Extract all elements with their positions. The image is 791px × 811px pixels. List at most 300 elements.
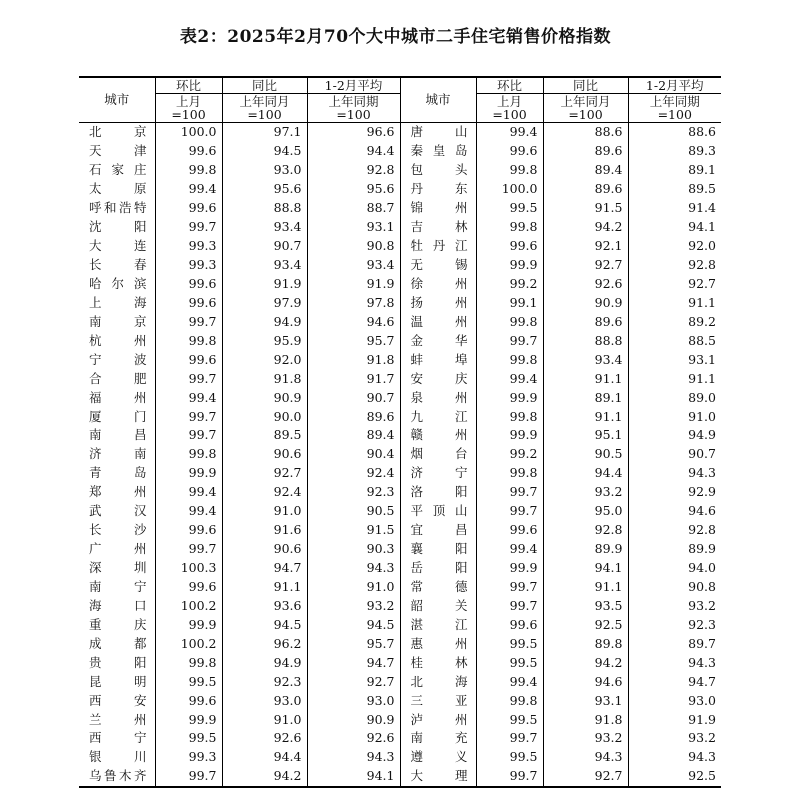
mom-value-cell: 99.6 bbox=[155, 142, 222, 161]
city-name-cell: 太原 bbox=[89, 181, 147, 197]
yoy-value-cell: 89.8 bbox=[543, 634, 628, 653]
mom-value-cell: 99.4 bbox=[155, 502, 222, 521]
table-row bbox=[79, 445, 721, 464]
yoy-value-cell: 90.0 bbox=[222, 407, 307, 426]
ytd-value-cell: 92.3 bbox=[307, 483, 400, 502]
ytd-value-cell: 91.8 bbox=[307, 350, 400, 369]
ytd-header: 1-2月平均 bbox=[628, 77, 721, 94]
ytd-value-cell: 94.9 bbox=[628, 426, 721, 445]
ytd-sub-header: 上年同期 =100 bbox=[307, 94, 400, 123]
mom-value-cell: 99.7 bbox=[476, 767, 543, 787]
city-name-cell: 海口 bbox=[89, 597, 147, 613]
city-name-cell: 上海 bbox=[89, 294, 147, 310]
table-row bbox=[79, 634, 721, 653]
city-name-cell: 兰州 bbox=[89, 711, 147, 727]
yoy-value-cell: 96.2 bbox=[222, 634, 307, 653]
ytd-value-cell: 91.1 bbox=[628, 369, 721, 388]
city-name-cell: 泉州 bbox=[400, 388, 476, 407]
mom-value-cell: 99.7 bbox=[155, 540, 222, 559]
city-name-cell: 无锡 bbox=[400, 256, 476, 275]
table-row bbox=[79, 123, 721, 142]
ytd-value-cell: 90.9 bbox=[307, 710, 400, 729]
ytd-value-cell: 94.6 bbox=[307, 312, 400, 331]
page-title: 表2：2025年2月70个大中城市二手住宅销售价格指数 bbox=[179, 27, 612, 47]
mom-value-cell: 99.6 bbox=[155, 578, 222, 597]
mom-value-cell: 99.7 bbox=[476, 578, 543, 597]
table-row bbox=[79, 748, 721, 767]
yoy-value-cell: 93.1 bbox=[543, 691, 628, 710]
yoy-value-cell: 94.5 bbox=[222, 142, 307, 161]
table-row bbox=[79, 464, 721, 483]
mom-value-cell: 99.6 bbox=[476, 615, 543, 634]
mom-value-cell: 99.5 bbox=[155, 672, 222, 691]
ytd-value-cell: 93.0 bbox=[628, 691, 721, 710]
yoy-value-cell: 91.0 bbox=[222, 502, 307, 521]
mom-value-cell: 99.8 bbox=[476, 312, 543, 331]
yoy-value-cell: 91.9 bbox=[222, 275, 307, 294]
mom-value-cell: 99.8 bbox=[476, 218, 543, 237]
ytd-value-cell: 89.0 bbox=[628, 388, 721, 407]
mom-value-cell: 99.6 bbox=[476, 521, 543, 540]
city-name-cell: 丹东 bbox=[400, 180, 476, 199]
ytd-value-cell: 93.0 bbox=[307, 691, 400, 710]
city-name-cell: 包头 bbox=[400, 161, 476, 180]
mom-value-cell: 99.8 bbox=[476, 161, 543, 180]
yoy-value-cell: 94.2 bbox=[543, 218, 628, 237]
yoy-value-cell: 94.3 bbox=[543, 748, 628, 767]
yoy-value-cell: 94.6 bbox=[543, 672, 628, 691]
city-name-cell: 北海 bbox=[400, 672, 476, 691]
table-row bbox=[79, 407, 721, 426]
ytd-value-cell: 93.4 bbox=[307, 256, 400, 275]
ytd-value-cell: 92.8 bbox=[628, 256, 721, 275]
mom-value-cell: 99.6 bbox=[155, 275, 222, 294]
table-row bbox=[79, 161, 721, 180]
table-row bbox=[79, 483, 721, 502]
city-name-cell: 宁波 bbox=[89, 351, 147, 367]
mom-value-cell: 99.1 bbox=[476, 293, 543, 312]
ytd-value-cell: 94.3 bbox=[307, 748, 400, 767]
ytd-value-cell: 88.7 bbox=[307, 199, 400, 218]
yoy-value-cell: 92.3 bbox=[222, 672, 307, 691]
mom-header: 环比 bbox=[476, 77, 543, 94]
yoy-value-cell: 90.9 bbox=[543, 293, 628, 312]
ytd-value-cell: 91.1 bbox=[628, 293, 721, 312]
ytd-value-cell: 95.7 bbox=[307, 634, 400, 653]
mom-value-cell: 99.4 bbox=[476, 123, 543, 142]
yoy-value-cell: 93.4 bbox=[222, 218, 307, 237]
city-name-cell: 乌鲁木齐 bbox=[79, 767, 155, 787]
ytd-value-cell: 94.3 bbox=[628, 464, 721, 483]
city-name-cell: 长沙 bbox=[89, 522, 147, 538]
table-row bbox=[79, 729, 721, 748]
table-row bbox=[79, 142, 721, 161]
table-row bbox=[79, 199, 721, 218]
ytd-value-cell: 90.5 bbox=[307, 502, 400, 521]
city-name-cell: 深圳 bbox=[89, 560, 147, 576]
mom-value-cell: 99.7 bbox=[476, 331, 543, 350]
ytd-value-cell: 91.5 bbox=[307, 521, 400, 540]
mom-header: 环比 bbox=[155, 77, 222, 94]
city-name-cell: 天津 bbox=[89, 143, 147, 159]
city-name-cell: 南宁 bbox=[89, 578, 147, 594]
yoy-value-cell: 90.6 bbox=[222, 445, 307, 464]
table-row bbox=[79, 426, 721, 445]
mom-value-cell: 100.0 bbox=[155, 123, 222, 142]
ytd-value-cell: 93.2 bbox=[628, 596, 721, 615]
table-row bbox=[79, 596, 721, 615]
yoy-value-cell: 92.7 bbox=[222, 464, 307, 483]
mom-value-cell: 99.5 bbox=[155, 729, 222, 748]
table-row bbox=[79, 331, 721, 350]
table-row bbox=[79, 672, 721, 691]
yoy-value-cell: 95.0 bbox=[543, 502, 628, 521]
city-name-cell: 成都 bbox=[89, 635, 147, 651]
city-name-cell: 安庆 bbox=[400, 369, 476, 388]
table-row bbox=[79, 710, 721, 729]
city-name-cell: 湛江 bbox=[400, 615, 476, 634]
city-name-cell: 常德 bbox=[400, 578, 476, 597]
mom-value-cell: 99.8 bbox=[155, 653, 222, 672]
yoy-value-cell: 88.6 bbox=[543, 123, 628, 142]
ytd-value-cell: 94.3 bbox=[628, 653, 721, 672]
ytd-value-cell: 94.1 bbox=[628, 218, 721, 237]
ytd-value-cell: 92.7 bbox=[628, 275, 721, 294]
city-name-cell: 北京 bbox=[89, 124, 147, 140]
city-name-cell: 岳阳 bbox=[400, 559, 476, 578]
mom-value-cell: 100.2 bbox=[155, 596, 222, 615]
yoy-value-cell: 97.9 bbox=[222, 293, 307, 312]
mom-value-cell: 99.8 bbox=[476, 691, 543, 710]
table-row bbox=[79, 256, 721, 275]
ytd-value-cell: 92.8 bbox=[307, 161, 400, 180]
mom-value-cell: 99.7 bbox=[155, 426, 222, 445]
city-name-cell: 赣州 bbox=[400, 426, 476, 445]
ytd-value-cell: 90.3 bbox=[307, 540, 400, 559]
mom-value-cell: 99.9 bbox=[155, 464, 222, 483]
ytd-value-cell: 91.0 bbox=[628, 407, 721, 426]
yoy-value-cell: 89.9 bbox=[543, 540, 628, 559]
mom-value-cell: 99.6 bbox=[155, 521, 222, 540]
yoy-value-cell: 94.9 bbox=[222, 312, 307, 331]
table-row bbox=[79, 180, 721, 199]
mom-value-cell: 99.8 bbox=[155, 161, 222, 180]
ytd-value-cell: 94.3 bbox=[307, 559, 400, 578]
mom-value-cell: 99.5 bbox=[476, 710, 543, 729]
yoy-value-cell: 93.2 bbox=[543, 729, 628, 748]
ytd-value-cell: 89.2 bbox=[628, 312, 721, 331]
city-name-cell: 昆明 bbox=[89, 673, 147, 689]
yoy-value-cell: 95.1 bbox=[543, 426, 628, 445]
city-name-cell: 遵义 bbox=[400, 748, 476, 767]
yoy-value-cell: 93.0 bbox=[222, 691, 307, 710]
ytd-value-cell: 92.6 bbox=[307, 729, 400, 748]
mom-value-cell: 99.3 bbox=[155, 748, 222, 767]
ytd-value-cell: 92.7 bbox=[307, 672, 400, 691]
yoy-value-cell: 94.7 bbox=[222, 559, 307, 578]
city-name-cell: 唐山 bbox=[400, 123, 476, 142]
city-name-cell: 温州 bbox=[400, 312, 476, 331]
yoy-value-cell: 93.4 bbox=[222, 256, 307, 275]
ytd-value-cell: 92.8 bbox=[628, 521, 721, 540]
table-row bbox=[79, 559, 721, 578]
ytd-value-cell: 89.5 bbox=[628, 180, 721, 199]
mom-value-cell: 99.7 bbox=[476, 502, 543, 521]
city-name-cell: 扬州 bbox=[400, 293, 476, 312]
yoy-value-cell: 88.8 bbox=[222, 199, 307, 218]
mom-value-cell: 100.3 bbox=[155, 559, 222, 578]
yoy-value-cell: 90.5 bbox=[543, 445, 628, 464]
city-name-cell: 杭州 bbox=[89, 332, 147, 348]
mom-value-cell: 99.4 bbox=[476, 369, 543, 388]
city-header: 城市 bbox=[79, 77, 155, 123]
mom-value-cell: 99.8 bbox=[476, 464, 543, 483]
yoy-value-cell: 88.8 bbox=[543, 331, 628, 350]
city-name-cell: 宜昌 bbox=[400, 521, 476, 540]
ytd-value-cell: 93.2 bbox=[307, 596, 400, 615]
city-name-cell: 青岛 bbox=[89, 465, 147, 481]
mom-value-cell: 99.6 bbox=[155, 293, 222, 312]
mom-value-cell: 99.5 bbox=[476, 748, 543, 767]
yoy-value-cell: 92.7 bbox=[543, 256, 628, 275]
mom-value-cell: 99.4 bbox=[155, 483, 222, 502]
ytd-value-cell: 91.4 bbox=[628, 199, 721, 218]
yoy-value-cell: 89.1 bbox=[543, 388, 628, 407]
ytd-value-cell: 92.9 bbox=[628, 483, 721, 502]
ytd-value-cell: 90.4 bbox=[307, 445, 400, 464]
ytd-value-cell: 90.7 bbox=[628, 445, 721, 464]
table-row bbox=[79, 350, 721, 369]
ytd-value-cell: 90.8 bbox=[307, 237, 400, 256]
ytd-value-cell: 94.3 bbox=[628, 748, 721, 767]
yoy-value-cell: 92.7 bbox=[543, 767, 628, 787]
ytd-value-cell: 89.3 bbox=[628, 142, 721, 161]
mom-value-cell: 99.3 bbox=[155, 256, 222, 275]
yoy-value-cell: 91.0 bbox=[222, 710, 307, 729]
city-name-cell: 洛阳 bbox=[400, 483, 476, 502]
city-name-cell: 三亚 bbox=[400, 691, 476, 710]
mom-value-cell: 99.4 bbox=[155, 388, 222, 407]
mom-value-cell: 99.6 bbox=[155, 199, 222, 218]
city-name-cell: 合肥 bbox=[89, 370, 147, 386]
yoy-value-cell: 92.5 bbox=[543, 615, 628, 634]
city-name-cell: 广州 bbox=[89, 541, 147, 557]
yoy-value-cell: 94.9 bbox=[222, 653, 307, 672]
yoy-value-cell: 94.2 bbox=[222, 767, 307, 787]
mom-value-cell: 100.0 bbox=[476, 180, 543, 199]
ytd-value-cell: 94.6 bbox=[628, 502, 721, 521]
city-name-cell: 吉林 bbox=[400, 218, 476, 237]
ytd-value-cell: 94.7 bbox=[628, 672, 721, 691]
table-row bbox=[79, 293, 721, 312]
city-name-cell: 济南 bbox=[89, 446, 147, 462]
city-name-cell: 桂林 bbox=[400, 653, 476, 672]
mom-value-cell: 99.6 bbox=[155, 691, 222, 710]
yoy-value-cell: 93.2 bbox=[543, 483, 628, 502]
mom-value-cell: 99.9 bbox=[155, 615, 222, 634]
ytd-value-cell: 91.9 bbox=[307, 275, 400, 294]
ytd-value-cell: 88.5 bbox=[628, 331, 721, 350]
mom-sub-header: 上月 =100 bbox=[155, 94, 222, 123]
ytd-value-cell: 93.2 bbox=[628, 729, 721, 748]
city-name-cell: 烟台 bbox=[400, 445, 476, 464]
mom-value-cell: 99.3 bbox=[155, 237, 222, 256]
ytd-value-cell: 90.7 bbox=[307, 388, 400, 407]
mom-value-cell: 99.5 bbox=[476, 634, 543, 653]
city-name-cell: 锦州 bbox=[400, 199, 476, 218]
yoy-value-cell: 92.4 bbox=[222, 483, 307, 502]
ytd-value-cell: 94.0 bbox=[628, 559, 721, 578]
ytd-value-cell: 89.4 bbox=[307, 426, 400, 445]
yoy-value-cell: 89.4 bbox=[543, 161, 628, 180]
yoy-value-cell: 94.5 bbox=[222, 615, 307, 634]
ytd-value-cell: 94.7 bbox=[307, 653, 400, 672]
yoy-value-cell: 97.1 bbox=[222, 123, 307, 142]
city-name-cell: 南充 bbox=[400, 729, 476, 748]
ytd-value-cell: 89.6 bbox=[307, 407, 400, 426]
ytd-value-cell: 95.7 bbox=[307, 331, 400, 350]
ytd-value-cell: 91.9 bbox=[628, 710, 721, 729]
table-row bbox=[79, 767, 721, 787]
yoy-value-cell: 89.5 bbox=[222, 426, 307, 445]
mom-value-cell: 99.2 bbox=[476, 275, 543, 294]
ytd-value-cell: 94.1 bbox=[307, 767, 400, 787]
mom-value-cell: 99.9 bbox=[476, 559, 543, 578]
mom-value-cell: 99.8 bbox=[155, 445, 222, 464]
mom-value-cell: 99.7 bbox=[155, 218, 222, 237]
price-index-table bbox=[79, 76, 721, 788]
mom-value-cell: 99.6 bbox=[476, 237, 543, 256]
ytd-value-cell: 92.5 bbox=[628, 767, 721, 787]
city-name-cell: 大连 bbox=[89, 238, 147, 254]
yoy-value-cell: 93.4 bbox=[543, 350, 628, 369]
ytd-value-cell: 89.9 bbox=[628, 540, 721, 559]
city-name-cell: 石家庄 bbox=[89, 162, 147, 178]
city-name-cell: 秦皇岛 bbox=[400, 142, 476, 161]
city-name-cell: 大理 bbox=[400, 767, 476, 787]
table-row bbox=[79, 388, 721, 407]
mom-value-cell: 99.6 bbox=[155, 350, 222, 369]
table-row bbox=[79, 218, 721, 237]
yoy-value-cell: 92.1 bbox=[543, 237, 628, 256]
mom-value-cell: 99.8 bbox=[476, 350, 543, 369]
city-name-cell: 牡丹江 bbox=[400, 237, 476, 256]
city-name-cell: 泸州 bbox=[400, 710, 476, 729]
yoy-value-cell: 89.6 bbox=[543, 312, 628, 331]
city-name-cell: 呼和浩特 bbox=[89, 200, 147, 216]
mom-value-cell: 99.7 bbox=[155, 407, 222, 426]
mom-value-cell: 99.5 bbox=[476, 653, 543, 672]
mom-value-cell: 99.7 bbox=[476, 483, 543, 502]
mom-value-cell: 99.4 bbox=[476, 540, 543, 559]
yoy-value-cell: 91.5 bbox=[543, 199, 628, 218]
ytd-value-cell: 92.4 bbox=[307, 464, 400, 483]
ytd-value-cell: 88.6 bbox=[628, 123, 721, 142]
mom-value-cell: 99.9 bbox=[155, 710, 222, 729]
yoy-value-cell: 94.4 bbox=[543, 464, 628, 483]
table-row bbox=[79, 237, 721, 256]
city-name-cell: 厦门 bbox=[89, 408, 147, 424]
mom-value-cell: 99.9 bbox=[476, 256, 543, 275]
city-name-cell: 贵阳 bbox=[89, 654, 147, 670]
mom-value-cell: 99.9 bbox=[476, 426, 543, 445]
table-row bbox=[79, 521, 721, 540]
yoy-value-cell: 94.2 bbox=[543, 653, 628, 672]
mom-value-cell: 99.4 bbox=[476, 672, 543, 691]
yoy-value-cell: 94.1 bbox=[543, 559, 628, 578]
mom-value-cell: 99.5 bbox=[476, 199, 543, 218]
yoy-value-cell: 89.6 bbox=[543, 180, 628, 199]
ytd-value-cell: 92.0 bbox=[628, 237, 721, 256]
yoy-header: 同比 bbox=[222, 77, 307, 94]
city-name-cell: 金华 bbox=[400, 331, 476, 350]
yoy-value-cell: 91.1 bbox=[543, 578, 628, 597]
city-header: 城市 bbox=[400, 77, 476, 123]
city-name-cell: 哈尔滨 bbox=[89, 275, 147, 291]
yoy-value-cell: 91.8 bbox=[222, 369, 307, 388]
ytd-value-cell: 91.7 bbox=[307, 369, 400, 388]
table-row bbox=[79, 615, 721, 634]
city-name-cell: 西宁 bbox=[89, 730, 147, 746]
yoy-value-cell: 92.0 bbox=[222, 350, 307, 369]
table-row bbox=[79, 540, 721, 559]
ytd-value-cell: 96.6 bbox=[307, 123, 400, 142]
ytd-value-cell: 92.3 bbox=[628, 615, 721, 634]
city-name-cell: 西安 bbox=[89, 692, 147, 708]
mom-value-cell: 99.7 bbox=[476, 596, 543, 615]
city-name-cell: 济宁 bbox=[400, 464, 476, 483]
ytd-value-cell: 94.5 bbox=[307, 615, 400, 634]
table-row bbox=[79, 578, 721, 597]
city-name-cell: 福州 bbox=[89, 389, 147, 405]
ytd-header: 1-2月平均 bbox=[307, 77, 400, 94]
yoy-value-cell: 90.9 bbox=[222, 388, 307, 407]
mom-value-cell: 99.7 bbox=[155, 369, 222, 388]
ytd-value-cell: 95.6 bbox=[307, 180, 400, 199]
mom-value-cell: 99.9 bbox=[476, 388, 543, 407]
ytd-value-cell: 91.0 bbox=[307, 578, 400, 597]
yoy-value-cell: 92.6 bbox=[222, 729, 307, 748]
yoy-header: 同比 bbox=[543, 77, 628, 94]
yoy-value-cell: 90.6 bbox=[222, 540, 307, 559]
ytd-value-cell: 94.4 bbox=[307, 142, 400, 161]
mom-value-cell: 99.7 bbox=[155, 767, 222, 787]
city-name-cell: 蚌埠 bbox=[400, 350, 476, 369]
yoy-sub-header: 上年同月 =100 bbox=[222, 94, 307, 123]
yoy-value-cell: 91.1 bbox=[222, 578, 307, 597]
yoy-value-cell: 91.6 bbox=[222, 521, 307, 540]
city-name-cell: 南京 bbox=[89, 313, 147, 329]
city-name-cell: 银川 bbox=[89, 749, 147, 765]
mom-value-cell: 100.2 bbox=[155, 634, 222, 653]
table-row bbox=[79, 312, 721, 331]
yoy-value-cell: 92.6 bbox=[543, 275, 628, 294]
table-row bbox=[79, 691, 721, 710]
yoy-value-cell: 95.6 bbox=[222, 180, 307, 199]
city-name-cell: 平顶山 bbox=[400, 502, 476, 521]
yoy-value-cell: 93.5 bbox=[543, 596, 628, 615]
yoy-value-cell: 94.4 bbox=[222, 748, 307, 767]
city-name-cell: 重庆 bbox=[89, 616, 147, 632]
mom-sub-header: 上月 =100 bbox=[476, 94, 543, 123]
city-name-cell: 长春 bbox=[89, 257, 147, 273]
ytd-sub-header: 上年同期 =100 bbox=[628, 94, 721, 123]
mom-value-cell: 99.7 bbox=[155, 312, 222, 331]
table-row bbox=[79, 275, 721, 294]
yoy-value-cell: 89.6 bbox=[543, 142, 628, 161]
ytd-value-cell: 90.8 bbox=[628, 578, 721, 597]
table-row bbox=[79, 369, 721, 388]
